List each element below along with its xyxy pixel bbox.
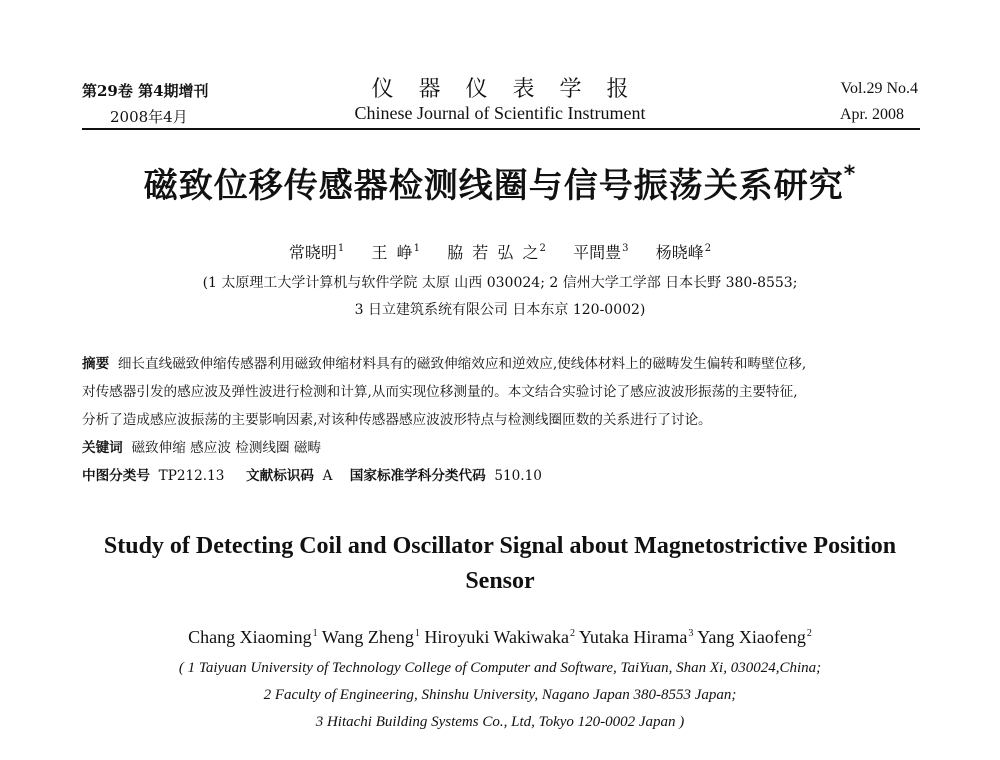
title-footnote-mark: * (843, 162, 857, 187)
author-cn: 杨晓峰 (655, 243, 704, 262)
author-aff: 2 (806, 628, 812, 639)
keywords-text: 磁致伸缩 感应波 检测线圈 磁畴 (131, 440, 322, 456)
author-aff: 1 (337, 243, 345, 254)
author-en: Yang Xiaofeng (697, 627, 806, 647)
affiliation-cn-line: 3 日立建筑系统有限公司 日本东京 120-0002) (354, 302, 646, 318)
clc-value: TP212.13 (158, 468, 225, 484)
keywords-label: 关键词 (82, 440, 123, 456)
author-aff: 1 (413, 243, 420, 254)
author-en: Yutaka Hirama (578, 627, 688, 647)
paper-title-en-line2: Sensor (465, 568, 535, 594)
author-aff: 3 (622, 243, 629, 254)
paper-title-cn (0, 158, 1000, 207)
affiliation-en-line: ( 1 Taiyuan University of Technology College of Computer and Software, TaiYuan, Shan Xi, 030024,China; (178, 660, 822, 676)
authors-en (0, 627, 1000, 648)
abstract-block (82, 350, 922, 490)
abstract-line: 对传感器引发的感应波及弹性波进行检测和计算,从而实现位移测量的。本文结合实验讨论了感应波波形振荡的主要特征, (82, 384, 798, 400)
affiliation-en-line: 3 Hitachi Building Systems Co., Ltd, Tokyo 120-0002 Japan ) (315, 714, 685, 730)
clc-label: 中图分类号 (82, 468, 150, 484)
volume-en: Vol.29 No.4 (840, 80, 918, 97)
volume-issue-cn: 第29卷 第4期增刊 (82, 82, 209, 100)
paper-title-en-line1: Study of Detecting Coil and Oscillator Signal about Magnetostrictive Position (103, 533, 897, 559)
author-en: Chang Xiaoming (188, 627, 312, 647)
author-aff: 1 (312, 628, 318, 639)
author-cn: 王 峥 (371, 243, 413, 262)
std-code-value: 510.10 (494, 468, 542, 484)
journal-title-en: Chinese Journal of Scientific Instrument (354, 103, 646, 123)
abstract-line: 分析了造成感应波振荡的主要影响因素,对该种传感器感应波波形特点与检测线圈匝数的关系进行了讨论。 (82, 412, 712, 428)
author-cn: 脇 若 弘 之 (447, 243, 539, 262)
header-rule (82, 128, 920, 130)
affiliation-cn-line: (1 太原理工大学计算机与软件学院 太原 山西 030024; 2 信州大学工学部 日本长野 380-8553; (202, 275, 798, 291)
author-en: Hiroyuki Wakiwaka (424, 627, 570, 647)
author-cn: 常晓明 (288, 243, 337, 262)
date-cn: 2008年4月 (110, 108, 188, 126)
abstract-label: 摘要 (82, 356, 110, 372)
authors-cn (0, 240, 1000, 263)
author-aff: 2 (570, 628, 576, 639)
author-aff: 2 (539, 243, 546, 254)
author-cn: 平間豊 (573, 243, 622, 262)
std-code-label: 国家标准学科分类代码 (349, 468, 486, 484)
author-en: Wang Zheng (321, 627, 414, 647)
affiliation-en-line: 2 Faculty of Engineering, Shinshu University, Nagano Japan 380-8553 Japan; (263, 687, 737, 703)
author-aff: 3 (688, 628, 694, 639)
doc-code-label: 文献标识码 (246, 468, 314, 484)
classification-line (82, 462, 922, 490)
doc-code-value: A (322, 468, 333, 484)
paper-title-cn-text: 磁致位移传感器检测线圈与信号振荡关系研究 (143, 166, 844, 206)
abstract-line: 细长直线磁致伸缩传感器利用磁致伸缩材料具有的磁致伸缩效应和逆效应,使线体材料上的磁畴发生偏转和畴壁位移, (117, 356, 807, 372)
date-en: Apr. 2008 (840, 106, 904, 123)
journal-title-cn: 仪 器 仪 表 学 报 (371, 77, 629, 102)
author-aff: 2 (704, 243, 712, 254)
author-aff: 1 (414, 628, 420, 639)
